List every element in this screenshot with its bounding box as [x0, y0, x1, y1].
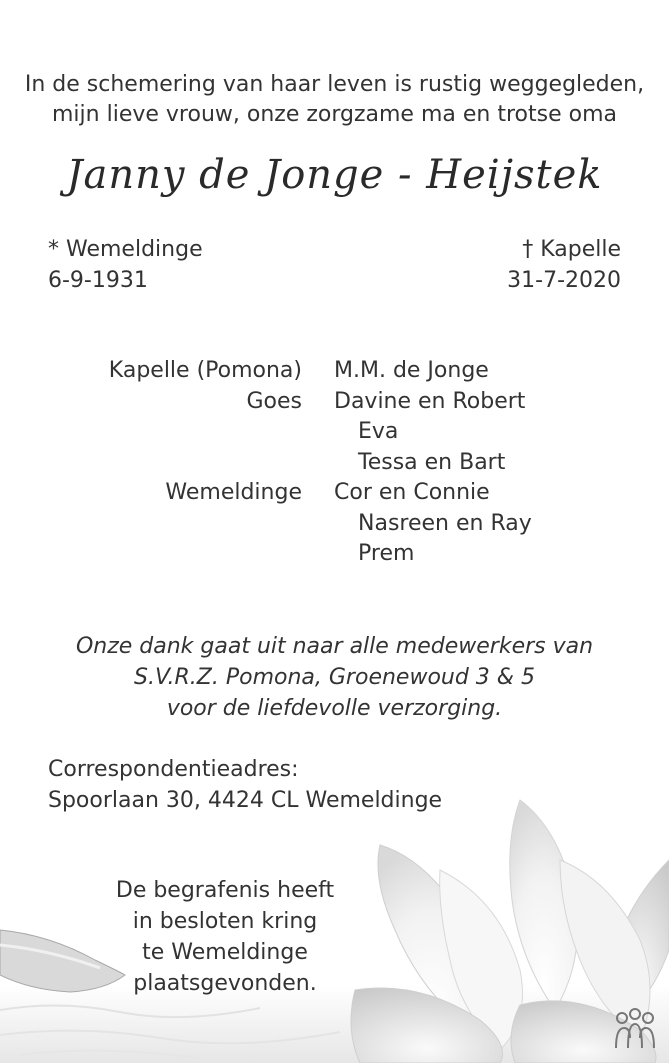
family-name: Eva — [358, 419, 399, 444]
family-row — [0, 356, 669, 387]
family-row — [0, 509, 669, 540]
thanks-text — [0, 631, 669, 724]
family-list — [0, 356, 669, 570]
death-symbol: † — [522, 237, 534, 262]
birth-place: Wemeldinge — [66, 237, 203, 262]
death-date: 31-7-2020 — [507, 268, 621, 293]
thanks-line: Onze dank gaat uit naar alle medewerkers van — [75, 634, 594, 659]
family-name: M.M. de Jonge — [334, 358, 489, 383]
family-name: Davine en Robert — [334, 388, 526, 414]
opening-line: mijn lieve vrouw, onze zorgzame ma en trotse oma — [52, 102, 617, 127]
thanks-line: S.V.R.Z. Pomona, Groenewoud 3 & 5 — [134, 665, 535, 690]
birth-date: 6-9-1931 — [48, 268, 148, 293]
correspondence-label: Correspondentieadres: — [48, 757, 299, 782]
family-row — [0, 478, 669, 509]
funeral-text — [110, 875, 340, 999]
funeral-line: De begrafenis heeft — [115, 878, 335, 903]
family-logo-icon — [612, 1008, 658, 1054]
opening-line: In de schemering van haar leven is rustig weggegleden, — [24, 72, 645, 97]
family-place: Wemeldinge — [165, 480, 302, 505]
family-row — [0, 539, 669, 570]
funeral-line: in besloten kring — [132, 909, 318, 934]
deceased-name: Janny de Jonge - Heijstek — [66, 152, 603, 198]
correspondence-address — [48, 754, 442, 816]
funeral-line: te Wemeldinge — [142, 940, 308, 965]
family-name: Nasreen en Ray — [358, 510, 532, 536]
family-name: Tessa en Bart — [358, 449, 506, 475]
death-place: Kapelle — [540, 237, 621, 262]
thanks-line: voor de liefdevolle verzorging. — [166, 696, 503, 721]
family-row — [0, 387, 669, 418]
family-name: Prem — [358, 541, 415, 566]
funeral-line: plaatsgevonden. — [133, 971, 317, 996]
family-place: Kapelle (Pomona) — [108, 358, 302, 383]
opening-text — [0, 70, 669, 130]
birth-info — [48, 234, 203, 296]
family-row — [0, 448, 669, 479]
death-info — [507, 234, 621, 296]
family-name: Cor en Connie — [334, 480, 490, 505]
family-row — [0, 417, 669, 448]
birth-symbol: * — [48, 237, 59, 262]
correspondence-address-line: Spoorlaan 30, 4424 CL Wemeldinge — [48, 788, 443, 813]
family-place: Goes — [246, 388, 302, 414]
